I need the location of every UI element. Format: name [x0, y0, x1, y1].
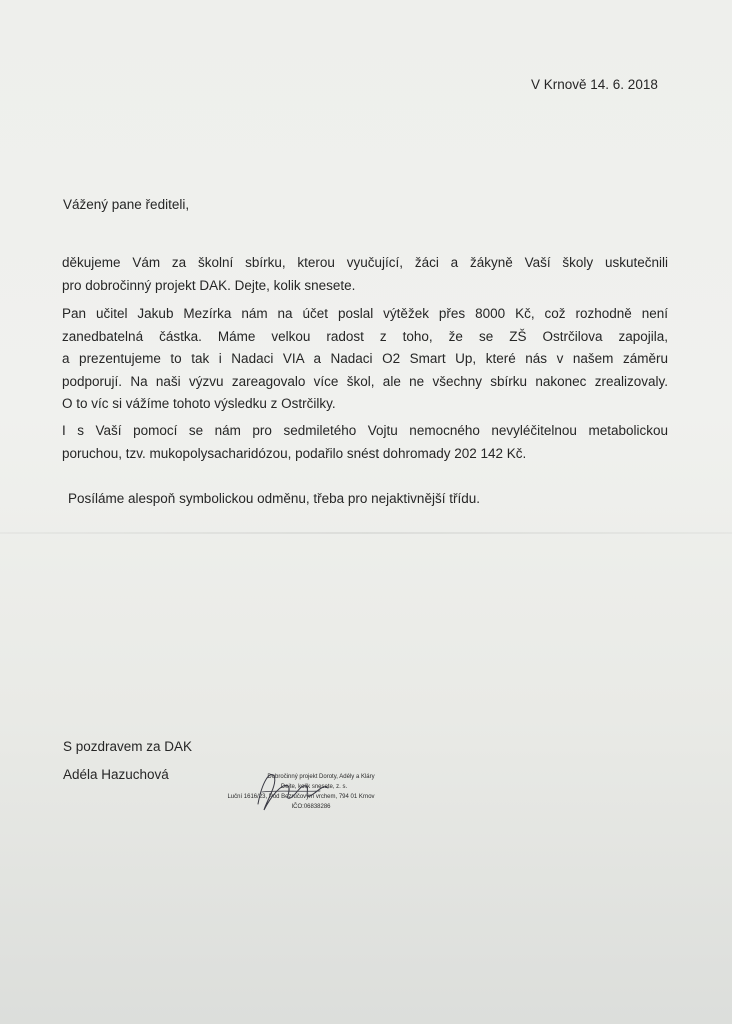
paragraph-2 [62, 303, 668, 416]
paragraph-2-line-1: Pan učitel Jakub Mezírka nám na účet poslal výtěžek přes 8000 Kč, což rozhodně není [62, 306, 668, 321]
stamp-line-2: Dejte, kolik snesete, z. s. [280, 784, 348, 790]
paragraph-3-line-1: I s Vaší pomocí se nám pro sedmiletého Vojtu nemocného nevyléčitelnou metabolickou [62, 423, 668, 438]
salutation: Vážený pane řediteli, [63, 197, 190, 212]
paragraph-3-line-2: poruchou, tzv. mukopolysacharidózou, podařilo snést dohromady 202 142 Kč. [62, 445, 527, 461]
signature-icon [248, 762, 338, 818]
paragraph-1-line-2: pro dobročinný projekt DAK. Dejte, kolik snesete. [62, 277, 356, 293]
paragraph-2-line-5: O to víc si vážíme tohoto výsledku z Ostrčilky. [62, 396, 336, 411]
paragraph-2-line-2: zanedbatelná částka. Máme velkou radost z toho, že se ZŠ Ostrčilova zapojila, [62, 328, 668, 344]
paragraph-1-line-1: děkujeme Vám za školní sbírku, kterou vyučující, žáci a žákyně Vaší školy uskutečnili [62, 255, 668, 270]
closing-line: Posíláme alespoň symbolickou odměnu, třeba pro nejaktivnější třídu. [68, 491, 480, 506]
paragraph-2-line-3: a prezentujeme to tak i Nadaci VIA a Nadaci O2 Smart Up, které nás v našem záměru [62, 351, 668, 366]
paper-fold [0, 532, 732, 534]
letter-date: V Krnově 14. 6. 2018 [531, 77, 658, 92]
paragraph-1 [62, 252, 668, 297]
stamp-line-1: Dobročinný projekt Doroty, Adély a Kláry [267, 774, 375, 780]
paragraph-3 [62, 420, 668, 465]
paragraph-2-line-4: podporují. Na naši výzvu zareagovalo více škol, ale ne všechny sbírku nakonec zrealizovaly. [62, 373, 668, 389]
sender-name: Adéla Hazuchová [63, 767, 169, 782]
stamp-line-3: Luční 1616/23, Pod Bezručovým vrchem, 794 01 Krnov [227, 794, 375, 800]
regards: S pozdravem za DAK [63, 739, 193, 754]
stamp-line-4: IČO:06838286 [291, 804, 331, 810]
